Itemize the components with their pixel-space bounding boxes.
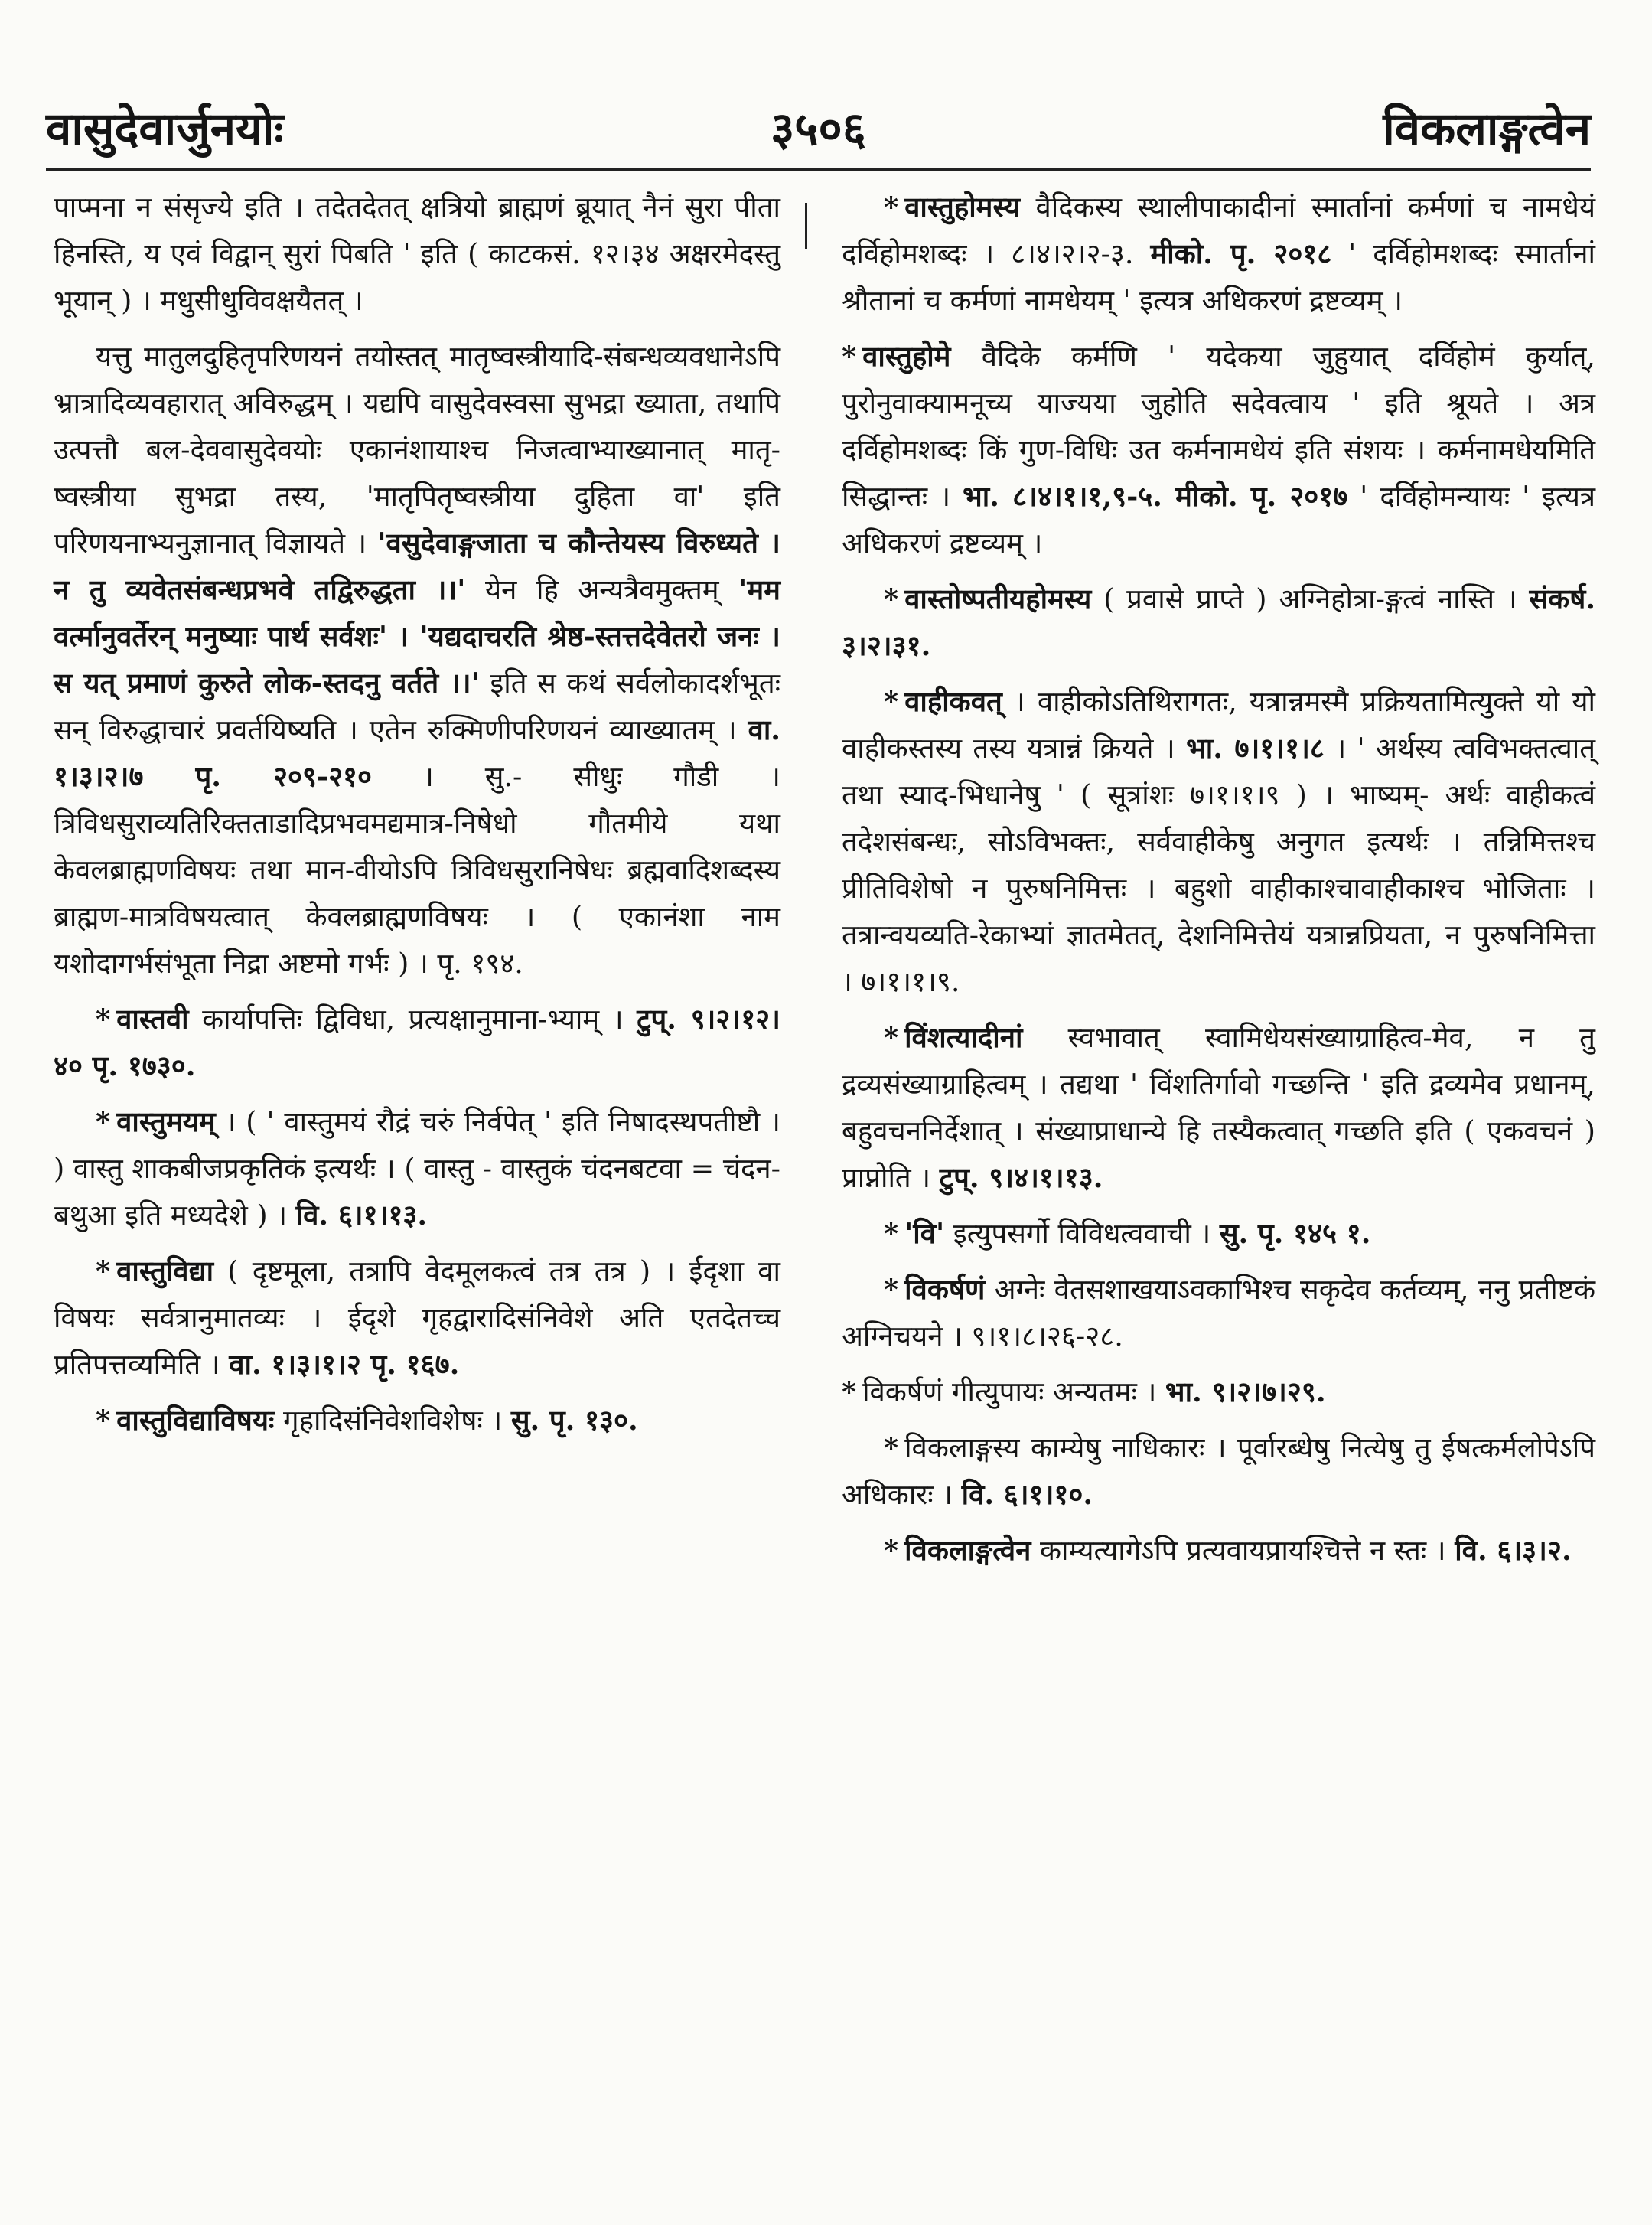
asterisk-icon: * [96,1404,111,1437]
entry [842,333,1595,566]
entry-text: । ( ' वास्तुमयं रौद्रं चरुं निर्वपेत् ' इति निषादस्थपतीष्टौ । ) वास्तु शाकबीजप्रकृतिकं इत्यर्थः । ( वास्तु - वास्तुकं चंदनबटवा = चंदन-बथुआ इति मध्यदेशे ) । [54,1105,780,1232]
entry [842,1210,1595,1257]
entry [54,996,780,1089]
reference: भा. ७।१।१।८ [1186,732,1325,765]
entry-text: । सु.- सीधुः गौडी । त्रिविधसुराव्यतिरिक्तताडादिप्रभवमद्यमात्र-निषेधो गौतमीये यथा केवलब्राह्मणविषयः तथा मान-वीयोऽपि त्रिविधसुरानिषेधः ब्रह्मवादिशब्दस्य ब्राह्मण-मात्रविषयत्वात् केवलब्राह्मणविषयः । ( एकानंशा नाम यशोदागर्भसंभूता निद्रा अष्टमो गर्भः ) । पृ. १९४. [54,760,780,980]
entry-text: येन हि अन्यत्रैवमुक्तम् [465,573,739,606]
headword: वास्तुविद्याविषयः [116,1404,275,1437]
reference: वि. ६।१।१०. [961,1478,1093,1511]
entry [842,1014,1595,1201]
asterisk-icon: * [884,1273,899,1306]
quote: 'वसुदेवाङ्गजाता च कौन्तेयस्य विरुध्यते । न तु व्यवेतसंबन्धप्रभवे तद्विरुद्धता ।।' [54,527,781,606]
reference: भा. ९।२।७।२९. [1165,1375,1326,1408]
entry-text: अग्नेः वेतसशाखयाऽवकाभिश्च सकृदेव कर्तव्यम्, ननु प्रतीष्टकं अग्निचयने । ९।१।८।२६-२८. [842,1273,1595,1352]
asterisk-icon: * [884,685,899,718]
asterisk-icon: * [884,1021,899,1054]
entry-text: स्वभावात् स्वामिधेयसंख्याग्राहित्व-मेव, न तु द्रव्यसंख्याग्राहित्वम् । तद्यथा ' विंशतिर्गावो गच्छन्ति ' इति द्रव्यमेव प्रधानम्, बहुवचननिर्देशात् । संख्याप्राधान्ये हि तस्यैकत्वात् गच्छति इति ( एकवचनं ) प्राप्नोति । [842,1021,1595,1194]
running-header [46,88,1591,156]
reference: सु. पृ. १४५ १. [1219,1217,1371,1250]
entry-text: काम्यत्यागेऽपि प्रत्यवायप्रायश्चित्ते न स्तः । [1031,1534,1455,1567]
reference: संकर्ष. ३।२।३१. [842,582,1595,662]
headword: वास्तुहोमस्य [904,191,1020,223]
asterisk-icon: * [96,1105,111,1138]
reference: टुप्. ९।२।१२।४० पृ. १७३०. [54,1003,780,1082]
entry [842,576,1595,669]
entry-text: । वाहीकोऽतिथिरागतः, यत्रान्नमस्मै प्रक्रियतामित्युक्ते यो यो वाहीकस्तस्य तस्य यत्रान्नं क्रियते । [842,685,1595,765]
asterisk-icon: * [842,340,857,373]
entry-text: । ' अर्थस्य त्वविभक्तत्वात् तथा स्याद-भिधानेषु ' ( सूत्रांशः ७।१।१।९ ) । भाष्यम्- अर्थः वाहीकत्वं तदेशसंबन्धः, सोऽविभक्तः, सर्ववाहीकेषु अनुगत इत्यर्थः । तन्निमित्तश्च प्रीतिविशेषो न पुरुषनिमित्तः । बहुशो वाहीकाश्चावाहीकाश्च भोजिताः । तत्रान्वयव्यति-रेकाभ्यां ज्ञातमेतत्, देशनिमित्तेयं यत्रान्नप्रियता, न पुरुषनिमित्ता । ७।१।१।९. [842,732,1595,998]
entry [54,1098,780,1238]
entry-text: वैदिके कर्मणि ' यदेकया जुहुयात् दर्विहोमं कुर्यात्, पुरोनुवाक्यामनूच्य याज्यया जुहोति सदेवत्वाय ' इति श्रूयते । अत्र दर्विहोमशब्दः किं गुण-विधिः उत कर्मनामधेयं इति संशयः । कर्मनामधेयमिति सिद्धान्तः । [842,340,1595,513]
asterisk-icon: * [96,1003,111,1036]
entry-text: इति स कथं सर्वलोकादर्शभूतः सन् विरुद्धाचारं प्रवर्तयिष्यति । एतेन रुक्मिणीपरिणयनं व्याख्यातम् । [54,667,780,746]
entry [842,184,1595,324]
entry [842,1424,1595,1518]
entry-text: यत्तु मातुलदुहितृपरिणयनं तयोस्तत् मातृष्वस्त्रीयादि-संबन्धव्यवधानेऽपि भ्रात्रादिव्यवहारात् अविरुद्धम् । यद्यपि वासुदेवस्वसा सुभद्रा ख्याता, तथापि उत्पत्तौ बल-देववासुदेवयोः एकानंशायाश्च निजत्वाभ्याख्यानात् मातृ-ष्वस्त्रीया सुभद्रा तस्य, 'मातृपितृष्वस्त्रीया दुहिता वा' इति परिणयनाभ्यनुज्ञानात् विज्ञायते । [54,340,780,560]
headword: 'वि' [904,1217,945,1250]
reference: सु. पृ. १३०. [510,1404,638,1437]
entry [842,1527,1595,1574]
entry [842,1369,1595,1415]
reference: टुप्. ९।४।१।१३. [939,1161,1103,1194]
reference: मीको. पृ. २०१८ [1150,237,1332,270]
headword: विकर्षणं [904,1273,986,1306]
entry [54,1248,780,1388]
entry-text: पाप्मना न संसृज्ये इति । तदेतदेतत् क्षत्रियो ब्राह्मणं ब्रूयात् नैनं सुरा पीता हिनस्ति, य एवं विद्वान् सुरां पिबति ' इति ( काटकसं. १२।३४ अक्षरमेदस्तु भूयान् ) । मधुसीधुविवक्षयैतत् । [54,191,780,317]
column-divider [805,203,807,249]
entry-text: ' दर्विहोमन्यायः ' इत्यत्र अधिकरणं द्रष्टव्यम् । [842,480,1596,560]
headword: विकलाङ्गत्वेन [904,1534,1031,1567]
entry-text: इत्युपसर्गो विविधत्ववाची । [944,1217,1220,1250]
asterisk-icon: * [884,1217,899,1250]
asterisk-icon: * [884,1534,899,1567]
header-rule [46,168,1591,171]
right-column [842,184,1595,1583]
asterisk-icon: * [884,1431,899,1464]
entry-text: ' दर्विहोमशब्दः स्मार्तानां श्रौतानां च कर्मणां नामधेयम् ' इत्यत्र अधिकरणं द्रष्टव्यम् । [842,237,1596,317]
headword: वास्तुविद्या [116,1254,214,1287]
left-column [54,184,780,1453]
entry-text: कार्यापत्तिः द्विविधा, प्रत्यक्षानुमाना-भ्याम् । [188,1003,637,1036]
reference: वि. ६।१।१३. [295,1199,428,1232]
entry-text: विकलाङ्गस्य काम्येषु नाधिकारः । पूर्वारब्धेषु नित्येषु तु ईषत्कर्मलोपेऽपि अधिकारः । [842,1431,1595,1511]
reference: वा. १।३।२।७ पृ. २०९-२१० [54,713,780,793]
header-right: विकलाङ्गत्वेन [1383,103,1591,156]
entry-continuation [54,184,780,324]
headword: विंशत्यादीनां [904,1021,1023,1054]
entry [842,1266,1595,1359]
asterisk-icon: * [842,1375,857,1408]
asterisk-icon: * [884,582,899,615]
reference: वा. १।३।१।२ पृ. १६७. [229,1348,460,1381]
asterisk-icon: * [884,191,899,223]
entry [54,1397,780,1444]
headword: वास्तवी [116,1003,189,1036]
reference: भा. ८।४।१।१,९-५. मीको. पृ. २०१७ [963,480,1348,513]
quote: 'मम वर्त्मानुवर्तेरन् मनुष्याः पार्थ सर्वशः' । 'यद्यदाचरति श्रेष्ठ-स्तत्तदेवेतरो जनः । स यत् प्रमाणं कुरुते लोक-स्तदनु वर्तते ।।' [54,573,780,700]
entry-text: गृहादिसंनिवेशविशेषः । [274,1404,511,1437]
asterisk-icon: * [96,1254,111,1287]
reference: वि. ६।३।२. [1455,1534,1572,1567]
entry-text: ( दृष्टमूला, तत्रापि वेदमूलकत्वं तत्र तत्र ) । ईदृशा वा विषयः सर्वत्रानुमातव्यः । ईदृशे गृहद्वारादिसंनिवेशे अति एतदेतच्च प्रतिपत्तव्यमिति । [54,1254,780,1381]
header-left: वासुदेवार्जुनयोः [46,103,284,156]
headword: वाहीकवत् [904,685,1002,718]
headword: वास्तुहोमे [862,340,951,373]
headword: वास्तोष्पतीयहोमस्य [904,582,1092,615]
entry-text: वैदिकस्य स्थालीपाकादीनां स्मार्तानां कर्मणां च नामधेयं दर्विहोमशब्दः । ८।४।२।२-३. [842,191,1595,270]
entry-paragraph [54,333,780,987]
page-number: ३५०६ [771,103,866,156]
headword: वास्तुमयम् [116,1105,216,1138]
entry-text: विकर्षणं गीत्युपायः अन्यतमः । [862,1375,1165,1408]
entry-text: ( प्रवासे प्राप्ते ) अग्निहोत्रा-ङ्गत्वं नास्ति । [1091,582,1530,615]
entry [842,678,1595,1005]
